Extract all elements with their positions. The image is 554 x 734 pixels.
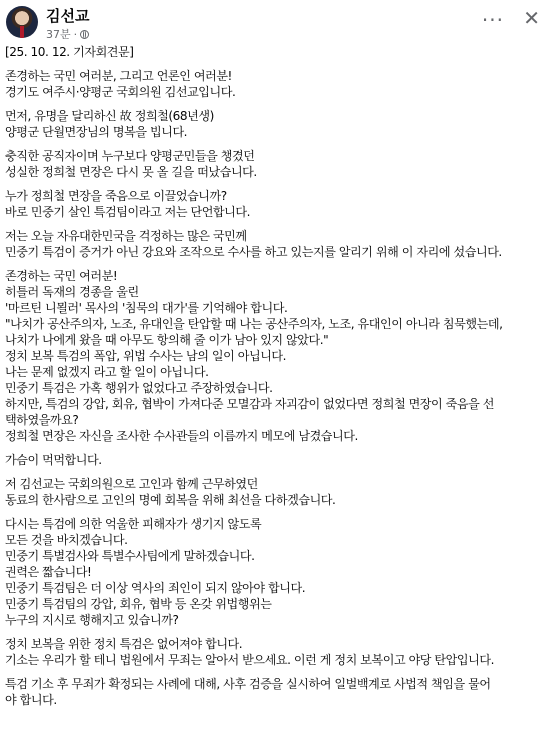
post-paragraph xyxy=(5,148,550,180)
post-line: 정치 보복을 위한 정치 특검은 없어져야 합니다. xyxy=(5,637,243,651)
author-name[interactable]: 김선교 xyxy=(46,7,90,25)
post-line: 충직한 공직자이며 누구보다 양평군민들을 챙겼던 xyxy=(5,149,255,163)
post-paragraph xyxy=(5,228,550,260)
post-line: "나치가 공산주의자, 노조, 유대인을 탄압할 때 나는 공산주의자, 노조, 유대인이 아니라 침묵했는데, xyxy=(5,317,503,331)
post-paragraph xyxy=(5,676,550,708)
post-line: 누구의 지시로 행해지고 있습니까? xyxy=(5,613,179,627)
post-line: 권력은 짧습니다! xyxy=(5,565,92,579)
post-line: 민중기 특검이 증거가 아닌 강요와 조작으로 수사를 하고 있는지를 알리기 위해 이 자리에 섰습니다. xyxy=(5,245,502,259)
post-line: 양평군 단월면장님의 명복을 빕니다. xyxy=(5,125,188,139)
avatar[interactable] xyxy=(6,6,38,38)
post-line: 다시는 특검에 의한 억울한 피해자가 생기지 않도록 xyxy=(5,517,262,531)
post-line: 성실한 정희철 면장은 다시 못 올 길을 떠났습니다. xyxy=(5,165,257,179)
post-line: 히틀러 독재의 경종을 울린 xyxy=(5,285,139,299)
post-header xyxy=(0,0,554,44)
post-line: 택하였을까요? xyxy=(5,413,79,427)
post-line: 저는 오늘 자유대한민국을 걱정하는 많은 국민께 xyxy=(5,229,247,243)
post-line: 하지만, 특검의 강압, 회유, 협박이 가져다준 모멸감과 자괴감이 없었다면 정희철 면장이 죽음을 선 xyxy=(5,397,494,411)
post-line: 누가 정희철 면장을 죽음으로 이끌었습니까? xyxy=(5,189,227,203)
post-paragraph xyxy=(5,188,550,220)
post-line: 민중기 특검팀의 강압, 회유, 협박 등 온갖 위법행위는 xyxy=(5,597,272,611)
post-line: 동료의 한사람으로 고인의 명예 회복을 위해 최선을 다하겠습니다. xyxy=(5,493,336,507)
post-line: 민중기 특별검사와 특별수사팀에게 말하겠습니다. xyxy=(5,549,255,563)
post-line: 바로 민중기 살인 특검팀이라고 저는 단언합니다. xyxy=(5,205,251,219)
post-paragraph xyxy=(5,68,550,100)
globe-icon xyxy=(80,30,89,39)
post-time[interactable]: 37분 xyxy=(46,28,71,41)
post-paragraph xyxy=(5,452,550,468)
post-line: 민중기 특검은 가혹 행위가 없었다고 주장하였습니다. xyxy=(5,381,273,395)
post-line: 나치가 나에게 왔을 때 아무도 항의해 줄 이가 남아 있지 않았다." xyxy=(5,333,329,347)
post-line: 저 김선교는 국회의원으로 고인과 함께 근무하였던 xyxy=(5,477,258,491)
post-paragraph xyxy=(5,476,550,508)
post-line: 경기도 여주시·양평군 국회의원 김선교입니다. xyxy=(5,85,236,99)
post-meta: 37분 · xyxy=(46,26,89,42)
post-line: 가슴이 먹먹합니다. xyxy=(5,453,102,467)
post-line: [25. 10. 12. 기자회견문] xyxy=(5,45,134,59)
post-line: 야 합니다. xyxy=(5,693,57,707)
post-paragraph xyxy=(5,44,550,60)
post-line: 존경하는 국민 여러분, 그리고 언론인 여러분! xyxy=(5,69,232,83)
post-line: 특검 기소 후 무죄가 확정되는 사례에 대해, 사후 검증을 실시하여 일벌백계로 사법적 책임을 물어 xyxy=(5,677,491,691)
post-line: 존경하는 국민 여러분! xyxy=(5,269,118,283)
post-paragraph xyxy=(5,268,550,444)
post-line: 기소는 우리가 할 테니 법원에서 무죄는 알아서 받으세요. 이런 게 정치 보복이고 야당 탄압입니다. xyxy=(5,653,494,667)
post-line: 먼저, 유명을 달리하신 故 정희철(68년생) xyxy=(5,109,214,123)
close-icon[interactable]: ✕ xyxy=(523,6,540,30)
post-line: 민중기 특검팀은 더 이상 역사의 죄인이 되지 않아야 합니다. xyxy=(5,581,306,595)
post-line: 나는 문제 없겠지 라고 할 일이 아닙니다. xyxy=(5,365,209,379)
post-paragraph xyxy=(5,516,550,628)
post-body xyxy=(5,44,550,716)
post-line: 모든 것을 바치겠습니다. xyxy=(5,533,128,547)
post-paragraph xyxy=(5,636,550,668)
more-dots-icon[interactable]: ··· xyxy=(481,8,504,32)
post-line: '마르틴 니묄러' 목사의 '침묵의 대가'를 기억해야 합니다. xyxy=(5,301,288,315)
post-line: 정희철 면장은 자신을 조사한 수사관들의 이름까지 메모에 남겼습니다. xyxy=(5,429,358,443)
post-paragraph xyxy=(5,108,550,140)
post-line: 정치 보복 특검의 폭압, 위법 수사는 남의 일이 아닙니다. xyxy=(5,349,287,363)
